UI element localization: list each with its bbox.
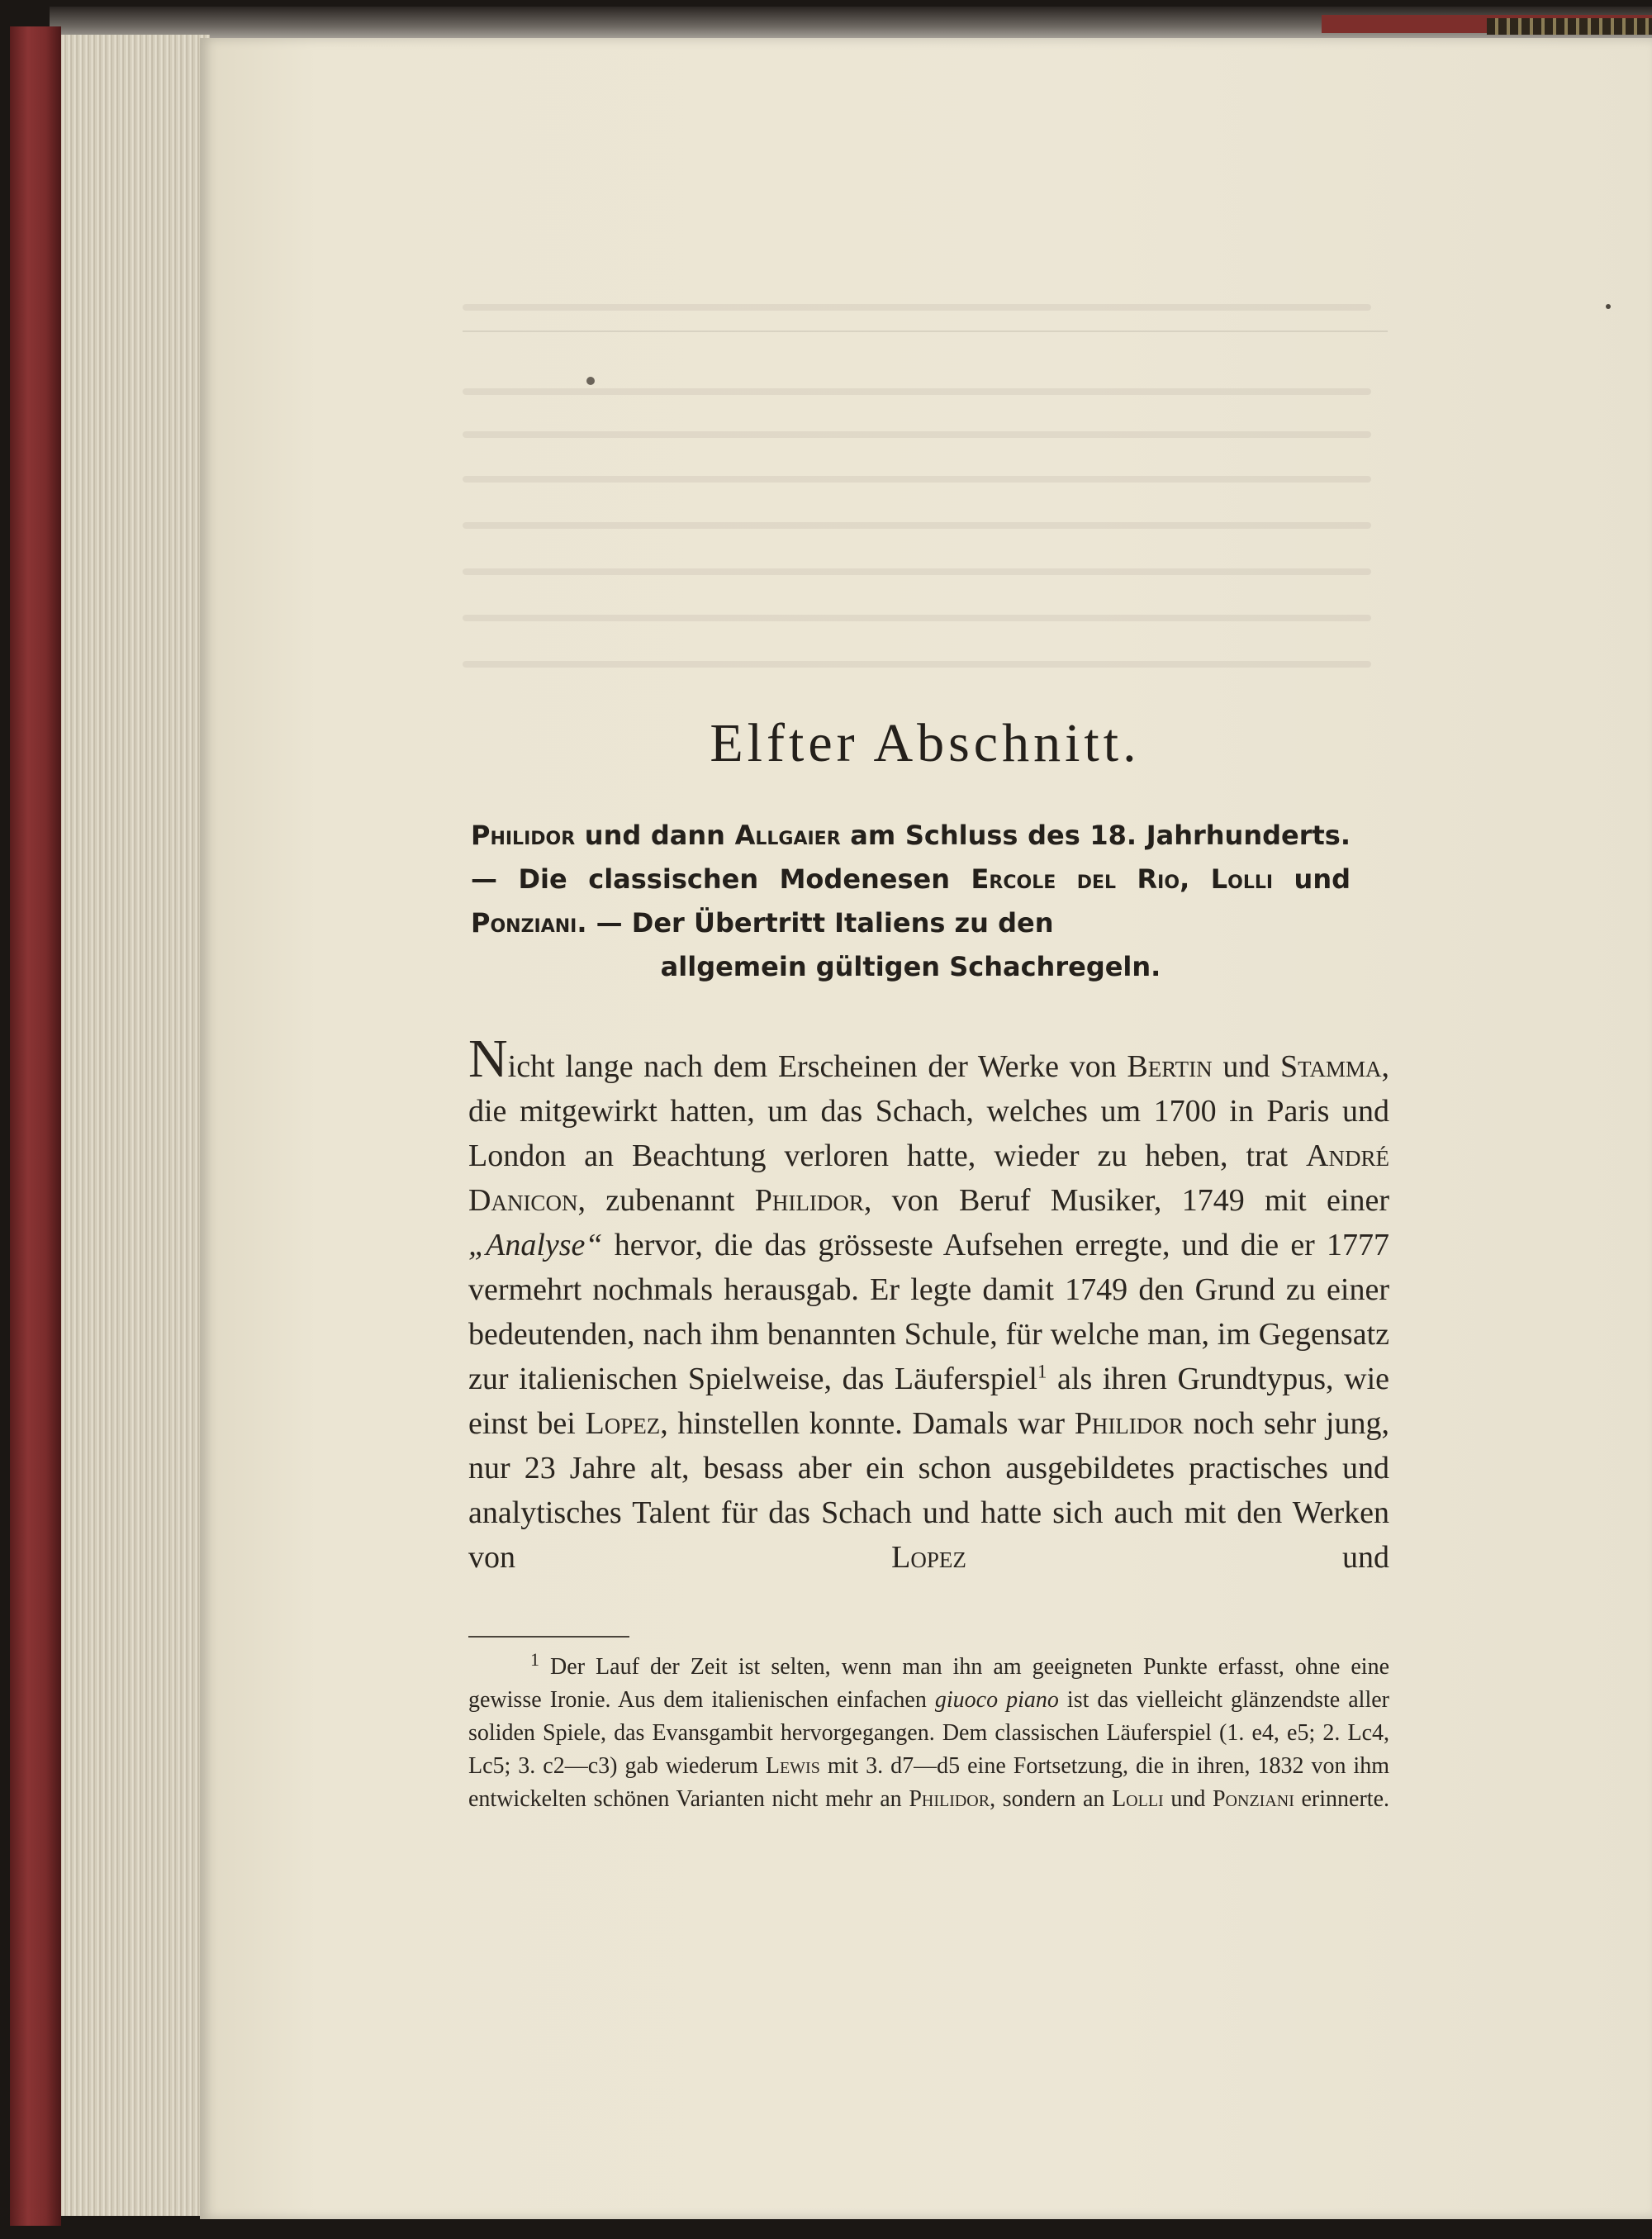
ink-spot [1606,304,1611,309]
bleed-through-rule [463,330,1388,332]
footnote-reference[interactable]: 1 [1037,1361,1047,1382]
person-name: Lolli [1210,863,1274,895]
footnote-divider [468,1636,629,1638]
bleed-through-line [463,476,1371,483]
bleed-through-line [463,388,1371,395]
footnote-number: 1 [530,1648,539,1670]
chapter-title: Elfter Abschnitt. [710,713,1141,773]
footnote: $^1$ Der Lauf der Zeit ist selten, wenn man ihn am geeigneten Punkte erfasst, ohne eine gewisse Ironie. Aus dem italienischen einfachen giuoco piano ist das vielleicht glänzendste aller soliden Spiele, das Evansgambit hervorgegangen. Dem classischen Läuferspiel (1. e4, e5; 2. Lc4, Lc5; 3. c2—c3) gab wiederum Lewis mit 3. d7—d5 eine Fortsetzung, die in ihren, 1832 von ihm entwickelten schönen Varianten nicht mehr an Philidor, sondern an Lolli und Ponziani erinnerte. [468,1648,1390,1812]
person-name: Philidor [909,1786,990,1812]
chapter-summary: Philidor und dann Allgaier am Schluss des 18. Jahrhunderts. — Die classischen Modenesen Ercole del Rio, Lolli und Ponziani. — Der Übertritt Italiens zu den allgemein gültigen Schachregeln. [471,814,1351,989]
summary-last-line: allgemein gültigen Schachregeln. [660,951,1161,982]
page-edges [61,35,210,2216]
bleed-through-line [463,431,1371,438]
person-name: Philidor [471,820,576,851]
bleed-through-line [463,615,1371,621]
bleed-through-line [463,568,1371,575]
book-binding [10,26,61,2226]
person-name: Philidor [754,1183,864,1218]
bleed-through-line [463,522,1371,529]
person-name: Ercole del Rio [971,863,1180,895]
person-name: Lewis [765,1753,820,1779]
person-name: Ponziani [471,907,577,939]
body-paragraph: Nicht lange nach dem Erscheinen der Werke von Bertin und Stamma, die mitgewirkt hatten, um das Schach, welches um 1700 in Paris und London an Beachtung verloren hatte, wieder zu heben, trat André Danicon, zubenannt Philidor, von Beruf Musiker, 1749 mit einer „Analyse“ hervor, die das grösseste Aufsehen erregte, und die er 1777 vermehrt nochmals herausgab. Er legte damit 1749 den Grund zu einer bedeutenden, nach ihm benannten Schule, für welche man, im Gegensatz zur italienischen Spielweise, das Läuferspiel$^1$ als ihren Grundtypus, wie einst bei Lopez, hinstellen konnte. Damals war Philidor noch sehr jung, nur 23 Jahre alt, besass aber ein schon ausgebildetes practisches und analytisches Talent für das Schach und hatte sich auch mit den Werken von Lopez und [468,1029,1389,1575]
ink-spot [586,377,595,385]
bleed-through-line [463,304,1371,311]
drop-cap: N [468,1029,508,1089]
person-name: Lolli [1112,1786,1164,1812]
person-name: Ponziani [1212,1786,1294,1812]
person-name: Lopez [585,1406,661,1441]
bleed-through-line [463,661,1371,668]
person-name: Bertin [1127,1049,1213,1084]
cover-ornament [1487,18,1652,35]
giuoco-piano: giuoco piano [934,1687,1059,1713]
person-name: Allgaier [734,820,841,851]
person-name: André Danicon [468,1139,1389,1218]
book-title-analyse: „Analyse“ [468,1228,603,1262]
person-name: Lopez [891,1540,966,1575]
person-name: Philidor [1074,1406,1184,1441]
person-name: Stamma [1280,1049,1382,1084]
